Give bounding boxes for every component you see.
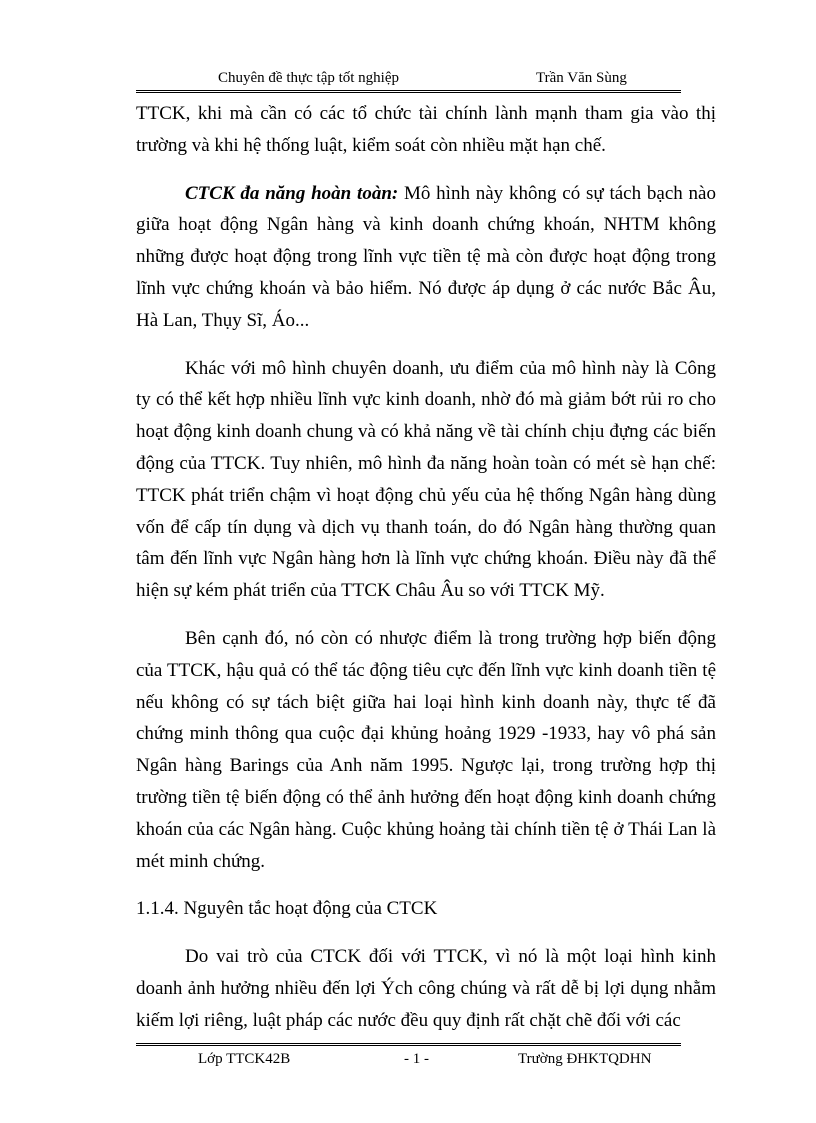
paragraph-2-text: Mô hình này không có sự tách bạch nào giữa hoạt động Ngân hàng và kinh doanh chứng khoán, NHTM không những được hoạt động trong lĩnh vực tiền tệ mà còn được hoạt động trong lĩnh vực chứng khoán và bảo hiểm. Nó được áp dụng ở các nước Bắc Âu, Hà Lan, Thụy Sĩ, Áo...	[136, 182, 716, 331]
page-header	[136, 68, 681, 93]
header-title: Chuyên đề thực tập tốt nghiệp	[218, 70, 400, 86]
paragraph-2-lead: CTCK đa năng hoàn toàn:	[185, 182, 399, 204]
paragraph-4: Bên cạnh đó, nó còn có nhược điểm là trong trường hợp biến động của TTCK, hậu quả có thể tác động tiêu cực đến lĩnh vực kinh doanh tiền tệ nếu không có sự tách biệt giữa hai loại hình kinh doanh này, thực tế đã chứng minh thông qua cuộc đại khủng hoảng 1929 -1933, hay vô phá sản Ngân hàng Barings của Anh năm 1995. Ngược lại, trong trường hợp thị trường tiền tệ biến động có thể ảnh hưởng đến hoạt động kinh doanh chứng khoán của các Ngân hàng. Cuộc khủng hoảng tài chính tiền tệ ở Thái Lan là mét minh chứng.	[136, 627, 716, 872]
footer-school: Trường ĐHKTQDHN	[518, 1051, 652, 1067]
footer-class: Lớp TTCK42B	[198, 1051, 291, 1067]
document-body	[136, 98, 716, 1053]
paragraph-5: Do vai trò của CTCK đối với TTCK, vì nó là một loại hình kinh doanh ảnh hưởng nhiều đến lợi Ých công chúng và rất dễ bị lợi dụng nhằm kiếm lợi riêng, luật pháp các nước đều quy định rất chặt chẽ đối với các	[136, 946, 716, 1031]
paragraph-2	[136, 178, 716, 337]
header-author: Trần Văn Sùng	[536, 70, 627, 86]
section-heading: 1.1.4. Nguyên tắc hoạt động của CTCK	[136, 898, 438, 920]
paragraph-3: Khác với mô hình chuyên doanh, ưu điểm của mô hình này là Công ty có thể kết hợp nhiều lĩnh vực kinh doanh, nhờ đó mà giảm bớt rủi ro cho hoạt động kinh doanh chung và có khả năng về tài chính chịu đựng các biến động của TTCK. Tuy nhiên, mô hình đa năng hoàn toàn có mét sè hạn chế: TTCK phát triển chậm vì hoạt động chủ yếu của hệ thống Ngân hàng dùng vốn để cấp tín dụng và dịch vụ thanh toán, do đó Ngân hàng thường quan tâm đến lĩnh vực Ngân hàng hơn là lĩnh vực chứng khoán. Điều này đã thể hiện sự kém phát triển của TTCK Châu Âu so với TTCK Mỹ.	[136, 357, 716, 602]
paragraph-1: TTCK, khi mà cần có các tổ chức tài chính lành mạnh tham gia vào thị trường và khi hệ thống luật, kiểm soát còn nhiều mặt hạn chế.	[136, 103, 716, 156]
page-footer	[136, 1043, 681, 1076]
footer-page-number: - 1 -	[404, 1051, 429, 1067]
